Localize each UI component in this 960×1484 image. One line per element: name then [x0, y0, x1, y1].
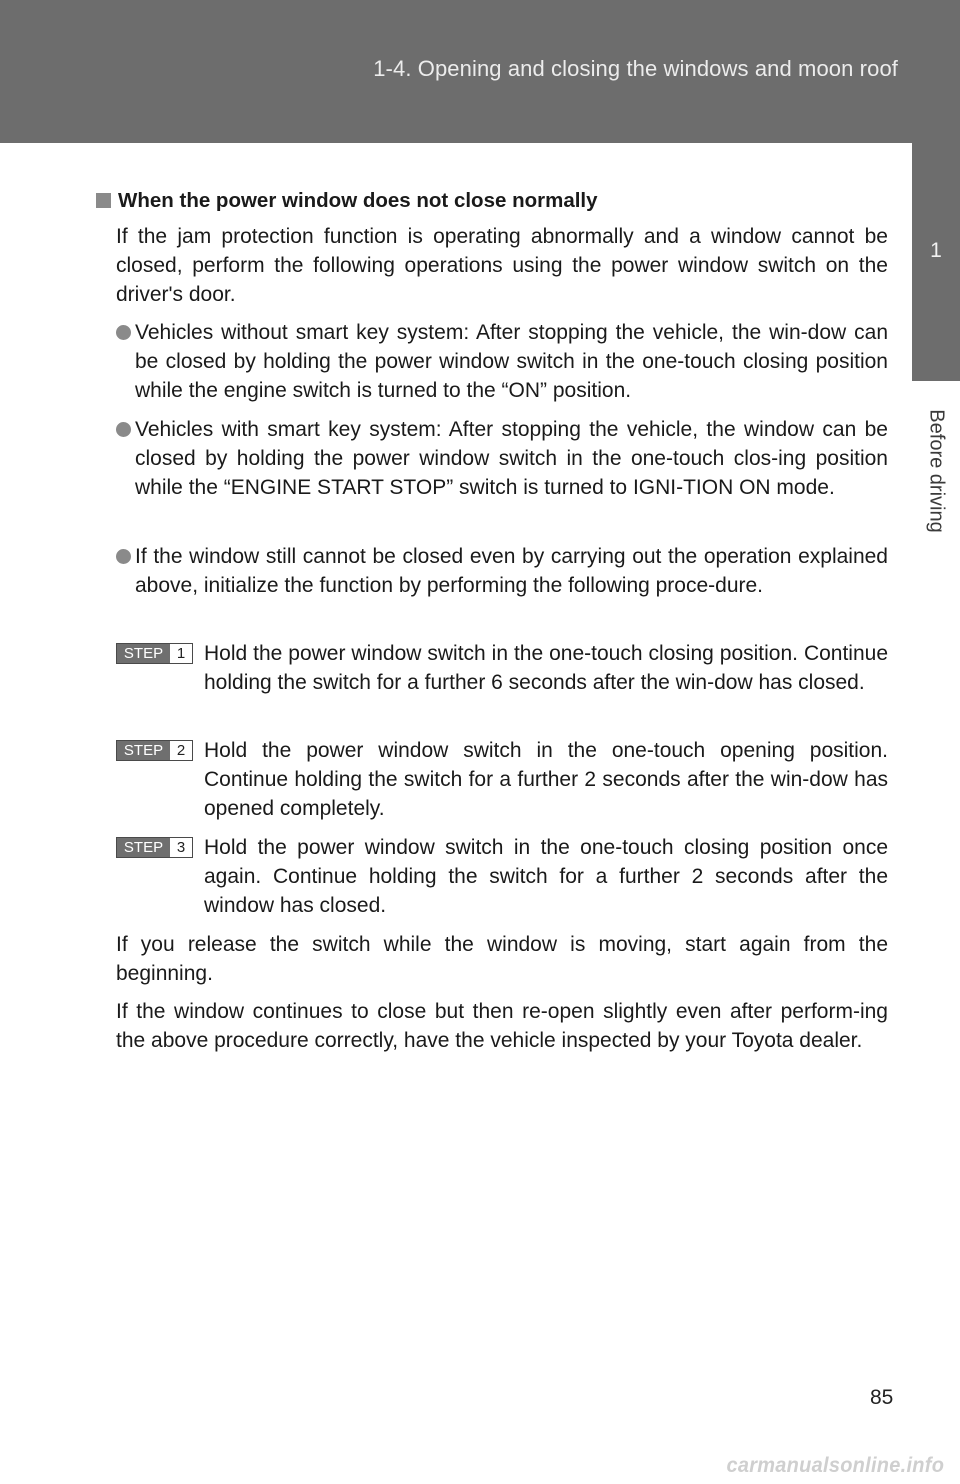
- step-badge-number: 2: [170, 741, 192, 760]
- chapter-number: 1: [930, 239, 942, 262]
- note-paragraph: If you release the switch while the window is moving, start again from the beginning.: [116, 933, 888, 985]
- chapter-tab: [912, 143, 960, 381]
- step-badge: [116, 740, 193, 761]
- step-badge-label: STEP: [117, 644, 170, 663]
- round-bullet-icon: [116, 325, 131, 340]
- step-badge: [116, 837, 193, 858]
- step-badge-number: 3: [170, 838, 192, 857]
- header-bar: [0, 0, 960, 143]
- round-bullet-icon: [116, 422, 131, 437]
- step-badge-label: STEP: [117, 838, 170, 857]
- bullet-text: Vehicles without smart key system: After stopping the vehicle, the win-dow can be closed by holding the power window switch in the one-touch closing position while the engine switch is turned to the “ON” position.: [135, 321, 888, 402]
- section-title: 1-4. Opening and closing the windows and moon roof: [373, 56, 898, 81]
- chapter-label-box: [912, 381, 960, 561]
- step-badge: [116, 643, 193, 664]
- bullet-item: [116, 415, 888, 502]
- step-text: Hold the power window switch in the one-touch closing position once again. Continue holding the switch for a further 2 seconds after the window has closed.: [204, 836, 888, 917]
- bullet-item: [116, 542, 888, 600]
- bullet-text: If the window still cannot be closed even by carrying out the operation explained above, initialize the function by performing the following proce-dure.: [135, 545, 888, 597]
- round-bullet-icon: [116, 549, 131, 564]
- square-bullet-icon: [96, 193, 111, 208]
- intro-paragraph: If the jam protection function is operating abnormally and a window cannot be closed, perform the following operations using the power window switch on the driver's door.: [116, 225, 888, 306]
- step-badge-label: STEP: [117, 741, 170, 760]
- bullet-text: Vehicles with smart key system: After stopping the vehicle, the window can be closed by holding the power window switch in the one-touch clos-ing position while the “ENGINE START STOP” switch is turned to IGNI-TION ON mode.: [135, 418, 888, 499]
- step-item: [116, 736, 888, 823]
- step-item: [116, 639, 888, 697]
- chapter-label: Before driving: [925, 409, 948, 533]
- subsection-heading: [96, 186, 886, 215]
- page-number: 85: [870, 1386, 894, 1409]
- heading-text: When the power window does not close normally: [118, 189, 598, 212]
- step-text: Hold the power window switch in the one-touch closing position. Continue holding the switch for a further 6 seconds after the win-dow has closed.: [204, 642, 888, 694]
- step-item: [116, 833, 888, 920]
- watermark-text: carmanualsonline.info: [726, 1454, 944, 1477]
- watermark: [0, 1454, 960, 1478]
- bullet-item: [116, 318, 888, 405]
- step-badge-number: 1: [170, 644, 192, 663]
- step-text: Hold the power window switch in the one-touch opening position. Continue holding the switch for a further 2 seconds after the win-dow has opened completely.: [204, 739, 888, 820]
- note-paragraph: If the window continues to close but then re-open slightly even after perform-ing the above procedure correctly, have the vehicle inspected by your Toyota dealer.: [116, 1000, 888, 1052]
